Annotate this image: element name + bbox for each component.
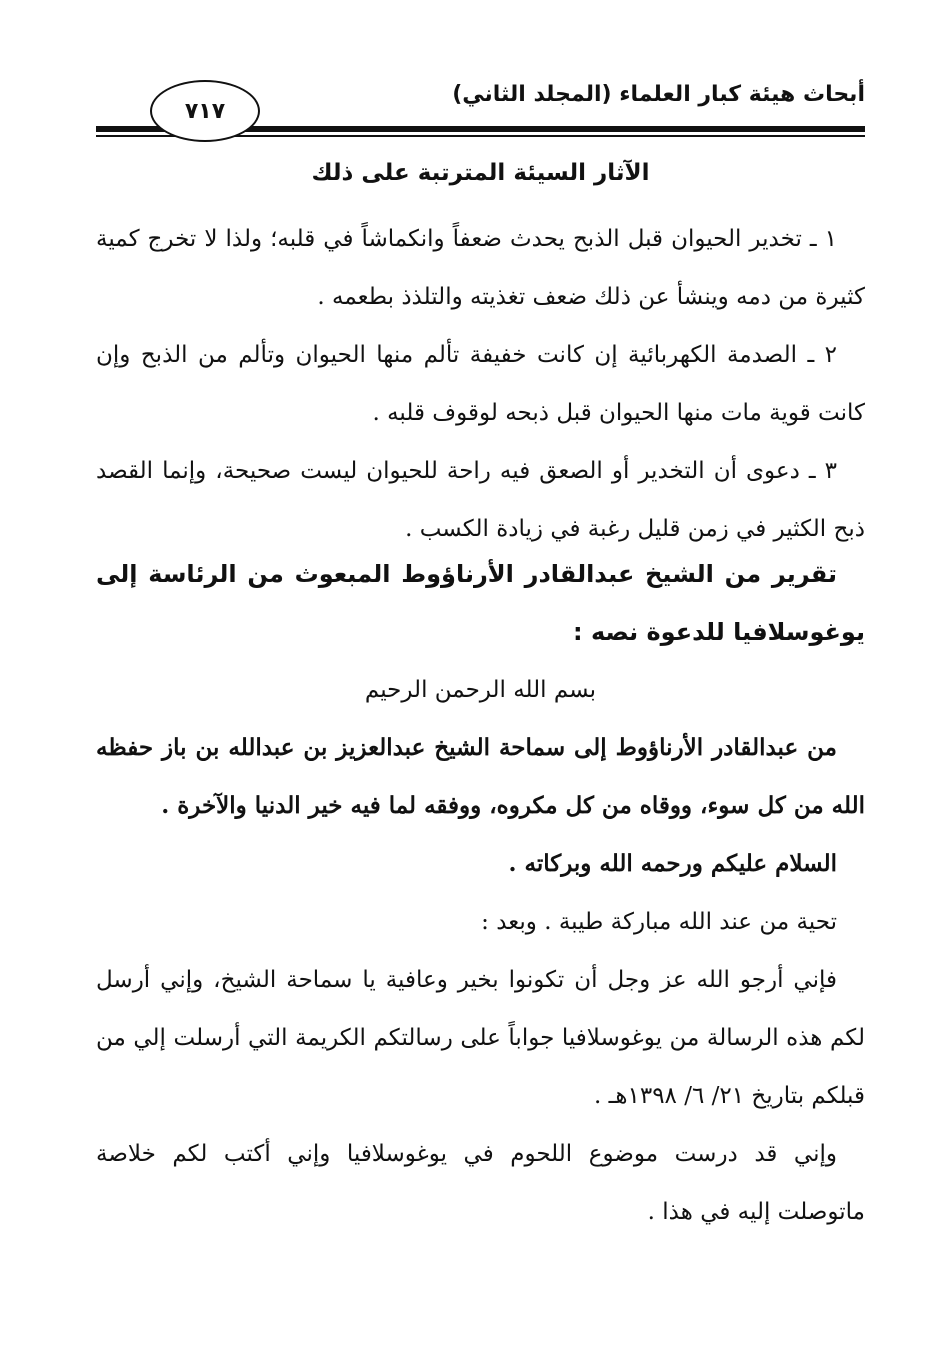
report-heading: تقرير من الشيخ عبدالقادر الأرناؤوط المبعوث من الرئاسة إلى يوغوسلافيا للدعوة نصه : <box>96 560 865 646</box>
letter-body-1: فإني أرجو الله عز وجل أن تكونوا بخير وعافية يا سماحة الشيخ، وإني أرسل لكم هذه الرسالة من يوغوسلافيا جواباً على رسالتكم الكريمة التي أرسلت إلي من قبلكم بتاريخ ٢١/ ٦/ ١٣٩٨هـ . <box>96 967 865 1109</box>
page-number: ٧١٧ <box>150 80 260 142</box>
section-title-effects: الآثار السيئة المترتبة على ذلك <box>311 160 650 186</box>
letter-greeting: تحية من عند الله مباركة طيبة . وبعد : <box>481 909 837 935</box>
effect-item-3: ٣ ـ دعوى أن التخدير أو الصعق فيه راحة للحيوان ليست صحيحة، وإنما القصد ذبح الكثير في زمن قليل رغبة في زيادة الكسب . <box>96 458 865 542</box>
effect-item-1: ١ ـ تخدير الحيوان قبل الذبح يحدث ضعفاً وانكماشاً في قلبه؛ ولذا لا تخرج كمية كثيرة من دمه وينشأ عن ذلك ضعف تغذيته والتلذذ بطعمه . <box>96 226 865 310</box>
effects-list <box>96 210 865 558</box>
letter-salam: السلام عليكم ورحمه الله وبركاته . <box>508 850 837 877</box>
effect-item-2: ٢ ـ الصدمة الكهربائية إن كانت خفيفة تألم منها الحيوان وتألم من الذبح وإن كانت قوية مات منها الحيوان قبل ذبحه لوقوف قلبه . <box>96 342 865 426</box>
letter-body-2: وإني قد درست موضوع اللحوم في يوغوسلافيا وإني أكتب لكم خلاصة ماتوصلت إليه في هذا . <box>96 1141 865 1225</box>
basmala: بسم الله الرحمن الرحيم <box>364 677 597 703</box>
letter-address: من عبدالقادر الأرناؤوط إلى سماحة الشيخ عبدالعزيز بن عبدالله بن باز حفظه الله من كل سوء، ووقاه من كل مكروه، ووفقه لما فيه خير الدنيا والآخرة . <box>96 734 865 819</box>
running-header-title: أبحاث هيئة كبار العلماء (المجلد الثاني) <box>452 82 865 107</box>
report-section <box>96 545 865 1241</box>
